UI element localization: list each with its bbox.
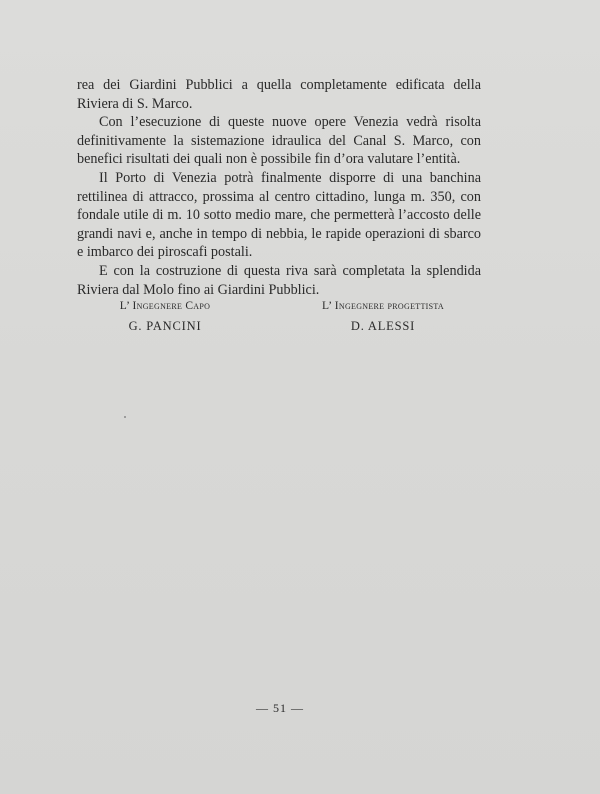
signature-title: L’ Ingegnere Capo xyxy=(119,300,211,312)
body-text xyxy=(77,76,481,299)
paragraph-3: Il Porto di Venezia potrà finalmente disporre di una banchina rettilinea di attracco, prossima al centro cittadino, lunga m. 350, con fondale utile di m. 10 sotto medio mare, che permetterà l’accosto delle grandi navi e, anche in tempo di nebbia, le rapide operazioni di sbarco e imbarco dei piroscafi postali. xyxy=(77,169,481,261)
paragraph-4: E con la costruzione di questa riva sarà completata la splendida Riviera dal Molo fino ai Giardini Pubblici. xyxy=(77,262,481,298)
signature-title: L’ Ingegnere progettista xyxy=(322,300,444,312)
signature-project-engineer xyxy=(308,298,458,336)
paper-speck xyxy=(124,416,126,418)
signature-name: G. PANCINI xyxy=(128,319,202,333)
signature-name: D. ALESSI xyxy=(350,319,416,333)
signature-chief-engineer xyxy=(95,298,235,336)
paragraph-2: Con l’esecuzione di queste nuove opere Venezia vedrà risolta definitivamente la sistemazione idraulica del Canal S. Marco, con benefici risultati dei quali non è possibile fin d’ora valutare l’entità. xyxy=(77,114,481,168)
paragraph-1: rea dei Giardini Pubblici a quella completamente edificata della Riviera di S. Marco. xyxy=(77,77,481,112)
page-number: — 51 — xyxy=(256,701,304,715)
